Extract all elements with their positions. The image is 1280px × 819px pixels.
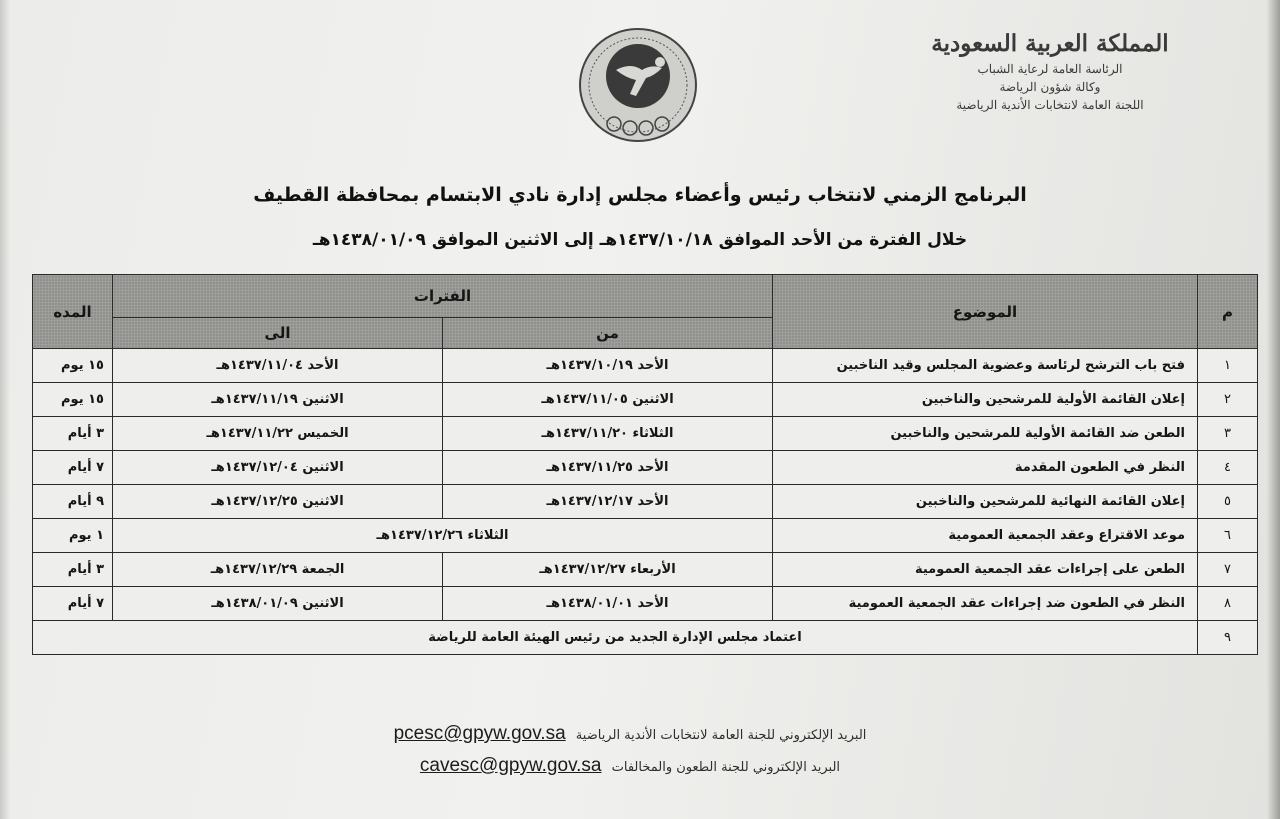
- row-from: الأحد ١٤٣٧/١٠/١٩هـ: [443, 349, 773, 383]
- table-row: [33, 349, 1258, 383]
- email-row-elections: [300, 718, 960, 750]
- schedule-table: [32, 274, 1258, 655]
- row-topic: الطعن ضد القائمة الأولية للمرشحين والناخبين: [773, 417, 1198, 451]
- letterhead-line: وكالة شؤون الرياضة: [999, 80, 1101, 94]
- row-from: الأربعاء ١٤٣٧/١٢/٢٧هـ: [443, 553, 773, 587]
- row-topic: موعد الاقتراع وعقد الجمعية العمومية: [773, 519, 1198, 553]
- letterhead-kingdom: المملكة العربية السعودية: [931, 30, 1169, 57]
- row-duration: ٣ أيام: [33, 553, 113, 587]
- elections-email-link[interactable]: pcesc@gpyw.gov.sa: [393, 723, 566, 744]
- row-date-merged: الثلاثاء ١٤٣٧/١٢/٢٦هـ: [113, 519, 773, 553]
- table-row: [33, 485, 1258, 519]
- row-topic: النظر في الطعون ضد إجراءات عقد الجمعية العمومية: [773, 587, 1198, 621]
- row-duration: ٧ أيام: [33, 587, 113, 621]
- row-number: ٢: [1198, 383, 1258, 417]
- emblem-logo-icon: [576, 26, 700, 144]
- row-number: ٨: [1198, 587, 1258, 621]
- document-title: البرنامج الزمني لانتخاب رئيس وأعضاء مجلس إدارة نادي الابتسام بمحافظة القطيف: [253, 184, 1027, 206]
- row-topic: الطعن على إجراءات عقد الجمعية العمومية: [773, 553, 1198, 587]
- row-topic: إعلان القائمة النهائية للمرشحين والناخبين: [773, 485, 1198, 519]
- row-topic: إعلان القائمة الأولية للمرشحين والناخبين: [773, 383, 1198, 417]
- letterhead: [915, 30, 1185, 114]
- contact-emails: [300, 718, 960, 782]
- row-number: ٥: [1198, 485, 1258, 519]
- row-duration: ٩ أيام: [33, 485, 113, 519]
- row-number: ٤: [1198, 451, 1258, 485]
- appeals-email-link[interactable]: cavesc@gpyw.gov.sa: [419, 755, 602, 776]
- row-approval: اعتماد مجلس الإدارة الجديد من رئيس الهيئة العامة للرياضة: [33, 621, 1198, 655]
- row-number: ١: [1198, 349, 1258, 383]
- row-number: ٣: [1198, 417, 1258, 451]
- row-from: الاثنين ١٤٣٧/١١/٠٥هـ: [443, 383, 773, 417]
- letterhead-line: اللجنة العامة لانتخابات الأندية الرياضية: [956, 98, 1144, 112]
- row-duration: ٧ أيام: [33, 451, 113, 485]
- header-num: م: [1198, 275, 1258, 349]
- header-duration: المده: [33, 275, 113, 349]
- row-number: ٦: [1198, 519, 1258, 553]
- email-label: البريد الإلكتروني للجنة العامة لانتخابات الأندية الرياضية: [575, 728, 867, 743]
- row-duration: ١ يوم: [33, 519, 113, 553]
- header-periods: الفترات: [113, 275, 773, 318]
- table-row: [33, 587, 1258, 621]
- row-to: الأحد ١٤٣٧/١١/٠٤هـ: [113, 349, 443, 383]
- table-row: [33, 621, 1258, 655]
- email-label: البريد الإلكتروني للجنة الطعون والمخالفات: [611, 760, 841, 775]
- header-to: الى: [113, 318, 443, 349]
- row-to: الخميس ١٤٣٧/١١/٢٢هـ: [113, 417, 443, 451]
- row-to: الاثنين ١٤٣٧/١٢/٠٤هـ: [113, 451, 443, 485]
- letterhead-line: الرئاسة العامة لرعاية الشباب: [977, 62, 1123, 76]
- header-from: من: [443, 318, 773, 349]
- row-to: الاثنين ١٤٣٨/٠١/٠٩هـ: [113, 587, 443, 621]
- row-to: الاثنين ١٤٣٧/١٢/٢٥هـ: [113, 485, 443, 519]
- row-from: الأحد ١٤٣٧/١١/٢٥هـ: [443, 451, 773, 485]
- table-row: [33, 451, 1258, 485]
- email-row-appeals: [300, 750, 960, 782]
- row-topic: فتح باب الترشح لرئاسة وعضوية المجلس وقيد الناخبين: [773, 349, 1198, 383]
- table-header-row: [33, 275, 1258, 318]
- row-number: ٧: [1198, 553, 1258, 587]
- table-row: [33, 519, 1258, 553]
- table-row: [33, 553, 1258, 587]
- row-duration: ١٥ يوم: [33, 383, 113, 417]
- row-from: الأحد ١٤٣٧/١٢/١٧هـ: [443, 485, 773, 519]
- table-row: [33, 417, 1258, 451]
- paper-edge-left: [0, 0, 10, 819]
- row-to: الاثنين ١٤٣٧/١١/١٩هـ: [113, 383, 443, 417]
- row-from: الأحد ١٤٣٨/٠١/٠١هـ: [443, 587, 773, 621]
- document-subtitle: خلال الفترة من الأحد الموافق ١٤٣٧/١٠/١٨هـ إلى الاثنين الموافق ١٤٣٨/٠١/٠٩هـ: [312, 230, 968, 250]
- row-topic: النظر في الطعون المقدمة: [773, 451, 1198, 485]
- paper-edge-right: [1266, 0, 1280, 819]
- row-from: الثلاثاء ١٤٣٧/١١/٢٠هـ: [443, 417, 773, 451]
- row-to: الجمعة ١٤٣٧/١٢/٢٩هـ: [113, 553, 443, 587]
- row-duration: ١٥ يوم: [33, 349, 113, 383]
- header-topic: الموضوع: [773, 275, 1198, 349]
- row-duration: ٣ أيام: [33, 417, 113, 451]
- table-row: [33, 383, 1258, 417]
- row-number: ٩: [1198, 621, 1258, 655]
